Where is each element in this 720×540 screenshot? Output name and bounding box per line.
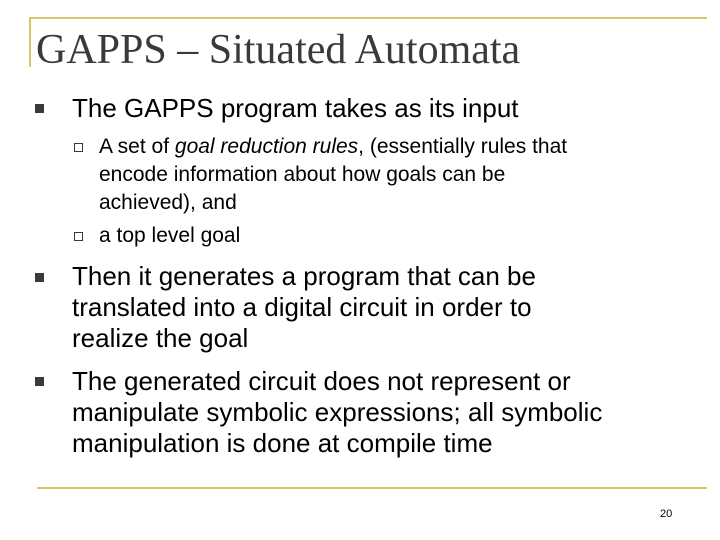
sub-bullet-1-rest: , (essentially rules that xyxy=(358,135,568,158)
hollow-square-bullet-icon xyxy=(74,232,83,241)
square-bullet-icon xyxy=(35,273,44,282)
page-number: 20 xyxy=(660,508,673,520)
bullet-3-line-2: manipulate symbolic expressions; all symbolic xyxy=(72,397,603,427)
sub-bullet-1-italic: goal reduction rules xyxy=(174,135,359,158)
bullet-2-line-1: Then it generates a program that can be xyxy=(72,261,536,291)
bullet-3-line-1: The generated circuit does not represent or xyxy=(72,366,571,396)
sub-bullet-1-line-1 xyxy=(99,135,567,159)
square-bullet-icon xyxy=(35,104,44,113)
hollow-square-bullet-icon xyxy=(74,143,83,152)
bullet-2-line-2: translated into a digital circuit in order to xyxy=(72,292,532,322)
square-bullet-icon xyxy=(35,377,44,386)
sub-bullet-2-text: a top level goal xyxy=(99,224,241,247)
bullet-2-line-3: realize the goal xyxy=(72,323,249,353)
sub-bullet-1-prefix: A set of xyxy=(99,135,175,158)
sub-bullet-1-line-2: encode information about how goals can be xyxy=(99,163,506,186)
bottom-rule xyxy=(37,487,707,489)
sub-bullet-1-line-3: achieved), and xyxy=(99,191,237,214)
slide-title: GAPPS – Situated Automata xyxy=(36,27,521,73)
bullet-1-text: The GAPPS program takes as its input xyxy=(72,93,519,123)
bullet-3-line-3: manipulation is done at compile time xyxy=(72,428,493,458)
